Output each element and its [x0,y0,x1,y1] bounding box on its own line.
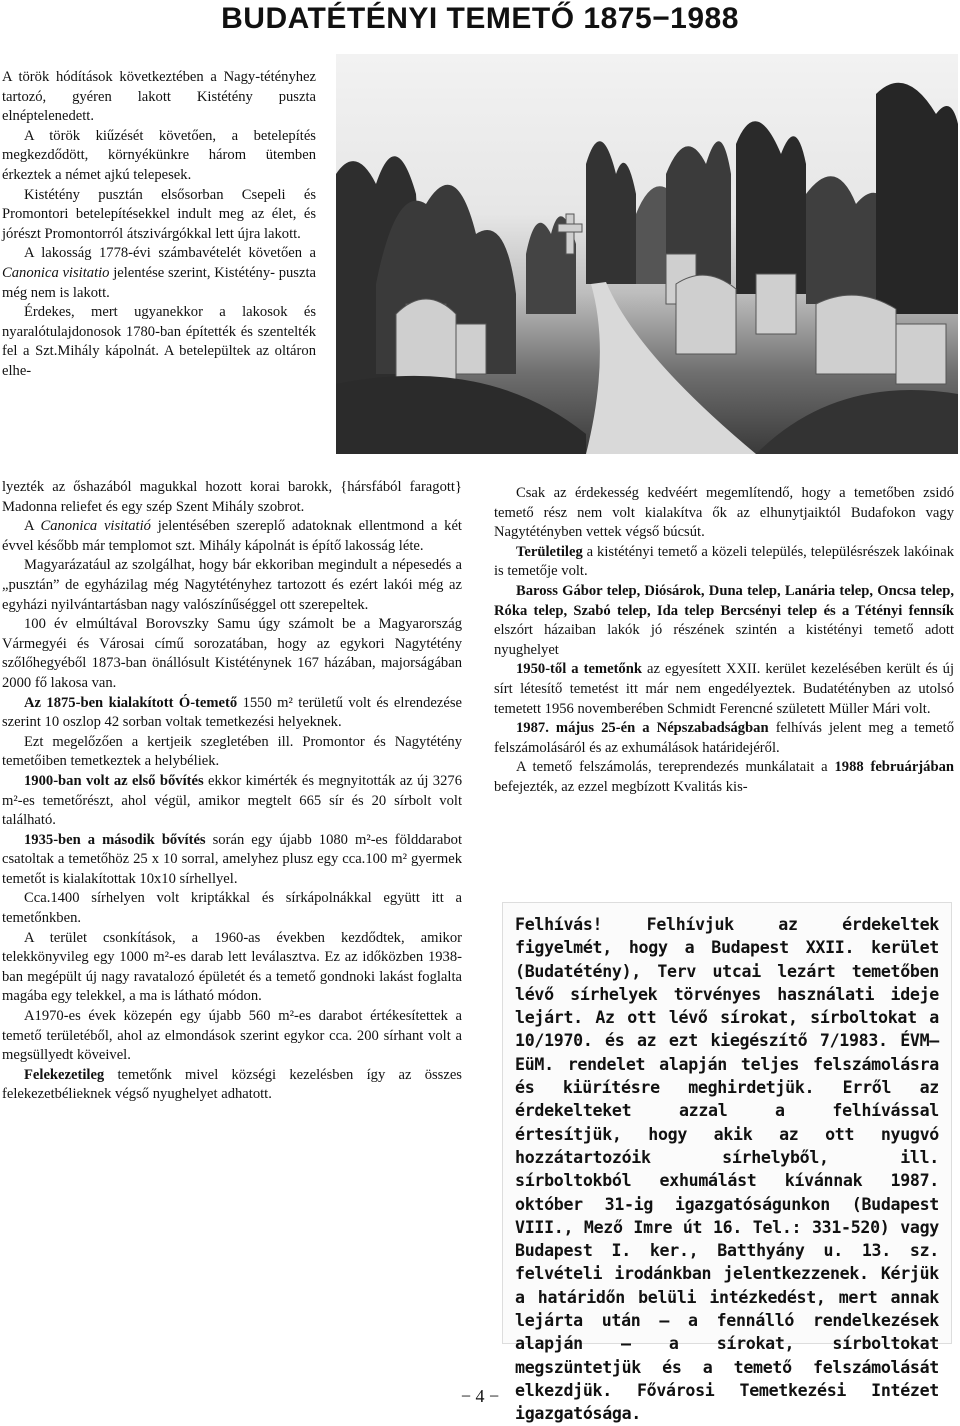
page-number: − 4 − [460,1386,500,1406]
paragraph: lyezték az őshazából magukkal hozott korai barokk, {hársfából faragott} Madonna reliefet és egy szép Szent Mihály szobrot. [2,479,462,515]
left-top-column [2,68,316,382]
paragraph: 1935-ben a második bővítés során egy újabb 1080 m²-es földdarabot csatoltak a temetőhöz 25 x 10 sorral, amelyhez plusz egy cca.100 m² gyermek temetőt is kialakítottak 10x10 sírhellyel. [2,831,463,887]
right-column [494,484,954,798]
page-title: BUDATÉTÉNYI TEMETŐ 1875−1988 [221,2,739,35]
paragraph: 1950-től a temetőnk az egyesített XXII. kerület kezelésében került és új sírt létesítő temetést itt már nem engedélyeztek. Budatétényben az utolsó temetett 1956 novemberében Schmidt Ferencné született Müller Mári volt. [494,661,954,717]
paragraph: Cca.1400 sírhelyen volt kriptákkal és sírkápolnákkal együtt itt a temetőnkben. [2,890,462,927]
paragraph: A török hódítások következtében a Nagy-tétényhez tartozó, gyéren lakott Kistétény puszta elnéptelenedett. [2,69,316,125]
paragraph: 1900-ban volt az első bővítés ekkor kimérték és megnyitották az új 3276 m²-es temetőrészt, ahol végül, amikor megtelt 665 sír és 20 sírbolt volt található. [2,772,462,829]
clipping-text: Felhívás! Felhívjuk az érdekeltek figyelmét, hogy a Budapest XXII. kerület (Budatétény), Terv utcai lezárt temetőben lévő sírhelyek törvényes használati ideje lejárt. Az ott lévő sírokat, sírboltokat a 10/1970. és az ezt kiegészítő 7/1983. ÉVM—EüM. rendelet alapján teljes felszámolásra és kiürítésre meghirdetjük. Erről az érdekelteket azzal a felhívással értesítjük, hogy akik az ott nyugvó hozzátartozóik sírhelyből, ill. sírboltokból exhumálást kívánnak 1987. október 31-ig igazgatóságunkon (Budapest VIII., Mező Imre út 16. Tel.: 331-520) vagy Budapest I. ker., Batthyány u. 13. sz. felvételi irodánkban jelentkezzenek. Kérjük a határidőn belüli intézkedést, mert annak lejárta után — a fennálló rendelkezések alapján — a sírokat, sírboltokat megszüntetjük és a temető felszámolását elkezdjük. Fővárosi Temetkezési Intézet igazgatósága. [515,915,939,1424]
paragraph: Magyarázatául az szolgálhat, hogy bár ekkoriban megindult a népesedés a „pusztán” de egyházilag még Nagytétényhez tartozott és ezért lakói még az egyházi nyilvántartásban nagy valószínűséggel ott szerepeltek. [2,557,462,613]
paragraph: Kistétény pusztán elsősorban Csepeli és Promontori betelepítésekkel indult meg az élet, és jórészt Promontorról átszivárgókkal lett újra lakott. [2,186,316,242]
paragraph: Érdekes, mert ugyanekkor a lakosok és nyaralótulajdonosok 1780-ban építették és szentelték fel a Szt.Mihály kápolnát. A betelepültek az oltáron elhe- [2,304,316,379]
paragraph: Területileg a kistétényi temető a közeli település, településrészek lakóinak is temetője volt. [494,543,954,580]
paragraph: Felekezetileg temetőnk mivel községi kezelésben így az összes felekezetbélieknek végső nyughelyet adhatott. [2,1066,462,1103]
paragraph: A lakosság 1778-évi számbavételét követően a Canonica visitatio jelentése szerint, Kistétény- puszta még nem is lakott. [2,245,316,301]
paragraph: Az 1875-ben kialakított Ó-temető 1550 m² területű volt és elrendezése szerint 10 oszlop 42 sorban voltak temetkezési helyeknek. [2,694,462,731]
paragraph: Csak az érdekesség kedvéért megemlítendő, hogy a temetőben zsidó temető rész nem volt kialakítva ők az elhunytjaiktól Budafokon vagy Nagytétényben vettek végső búcsút. [494,485,954,541]
left-body-column [2,478,462,1105]
paragraph: A terület csonkítások, a 1960-as években kezdődtek, amikor telekkönyvileg egy 1000 m²-es darab lett leválasztva. Ez az időközben 1938-ban megépült új nagy ravatalozó épületét és a temető gondnoki lakást foglalta magába egy telekkel, a ma is látható módon. [2,929,462,1005]
paragraph: A1970-es évek közepén egy újabb 560 m²-es darabot értékesítettek a temető területéből, ahol az elmondások szerint egykor cca. 200 sírhant volt a megsüllyedt köveivel. [2,1008,462,1064]
paragraph: Ezt megelőzően a kertjeik szegletében ill. Promontor és Nagytétény temetőiben temetkeztek a helybéliek. [2,733,462,770]
paragraph: A temető felszámolás, tereprendezés munkálatait a 1988 februárjában befejezték, az ezzel megbízott Kvalitás kis- [494,759,954,795]
paragraph: A Canonica visitatió jelentésében szereplő adatoknak ellentmond a két évvel később már templomot szt. Mihály kápolnát is építő lakosság léte. [2,518,462,554]
paragraph: Baross Gábor telep, Diósárok, Duna telep, Lanária telep, Oncsa telep, Róka telep, Szabó telep, Ida telep Bercsényi telep és a Tétényi fennsík elszórt házaiban lakók jó részének szintén a kistétényi temető adott nyughelyet [494,582,954,658]
cemetery-photo-drawing [336,54,958,454]
cemetery-photo [336,54,958,454]
newspaper-clipping [502,902,952,1424]
paragraph: A török kiűzését követően, a betelepítés megkezdődött, környékünkre három ütemben érkeztek a német ajkú telepesek. [2,127,316,183]
paragraph: 100 év elmúltával Borovszky Samu úgy számolt be a Magyarország Vármegyéi és Városai című sorozatában, hogy az egykori Nagytétény szőlőhegyéből 1873-ban önállósult Kistéténynek 167 házában, majorságában 2000 fő lakosa van. [2,616,462,691]
paragraph: 1987. május 25-én a Népszabadságban felhívás jelent meg a temető felszámolásáról és az exhumálások határidejéről. [494,720,954,756]
